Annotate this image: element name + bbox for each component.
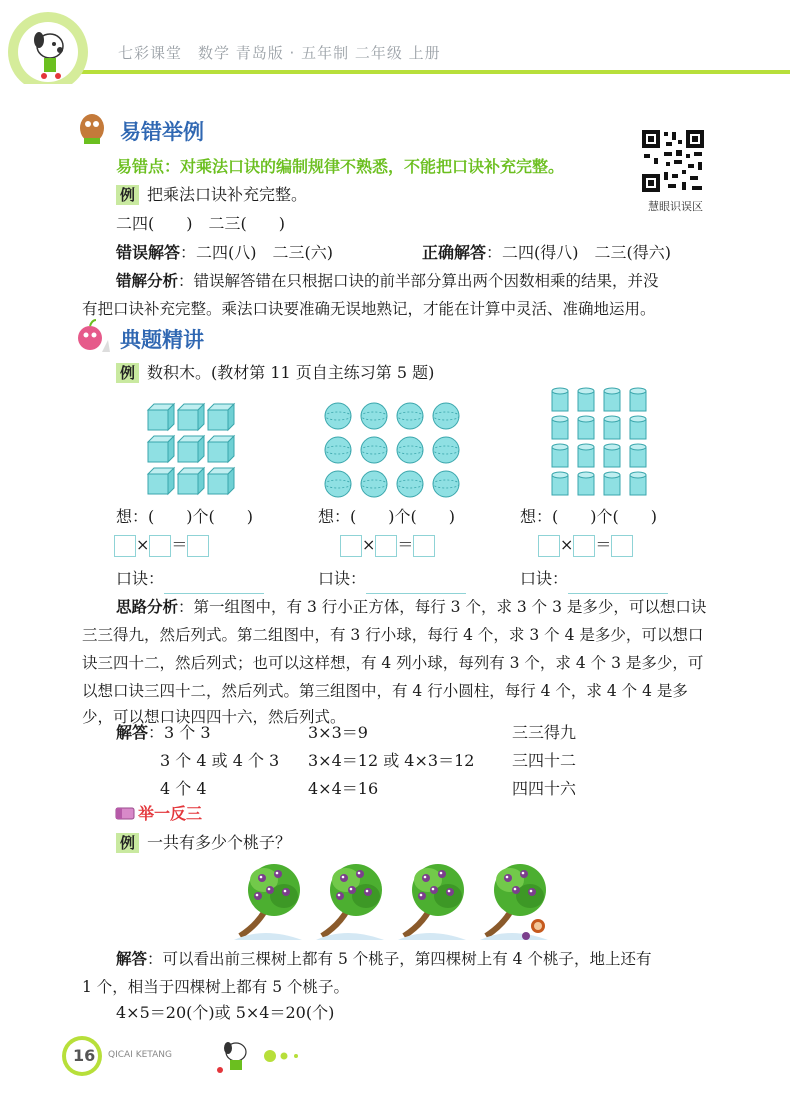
answer-row-2-c: 三四十二 <box>512 751 577 770</box>
section-title-extend: 举一反三 <box>138 804 203 823</box>
wrong-answer <box>116 238 333 268</box>
equals-sign: ＝ <box>171 535 188 554</box>
header-title: 七彩课堂 数学 青岛版 · 五年制 二年级 上册 <box>118 44 441 62</box>
times-sign: × <box>362 535 376 554</box>
answer-box[interactable] <box>611 535 633 557</box>
example-text: 把乘法口诀补充完整。 <box>147 185 308 204</box>
koujue-2 <box>318 564 466 594</box>
think-line-3: 想：( )个( ) <box>520 507 657 526</box>
think-line-1: 想：( )个( ) <box>116 507 253 526</box>
footer-brand: QICAI KETANG <box>108 1050 172 1060</box>
thought-analysis-line-5: 少，可以想口诀四四十六，然后列式。 <box>82 708 346 726</box>
qr-code-icon <box>640 128 706 194</box>
correct-text: ：二四(得八) 二三(得六) <box>486 243 671 262</box>
example-1 <box>116 180 307 210</box>
thought-analysis-line-4: 以想口诀三四十二，然后列式。第三组图中，有 4 行小圆柱，每行 4 个，求 4 个 4 是多 <box>82 682 688 700</box>
analysis-text-1: ：错误解答错在只根据口诀的前半部分算出两个因数相乘的结果，并没 <box>178 272 659 290</box>
times-sign: × <box>560 535 574 554</box>
answer-box[interactable] <box>187 535 209 557</box>
balls-figure <box>322 400 468 500</box>
answer-row-3-a: 4 个 4 <box>160 779 207 798</box>
think-line-2: 想：( )个( ) <box>318 507 455 526</box>
easy-wrong-point <box>116 152 564 182</box>
koujue-3 <box>520 564 668 594</box>
answer-row-1-b: 3×3＝9 <box>308 723 368 742</box>
peach-trees-figure <box>232 856 562 940</box>
example-tag: 例 <box>116 363 139 383</box>
answer-box[interactable] <box>375 535 397 557</box>
footer-decoration <box>60 1034 320 1078</box>
koujue-1 <box>116 564 264 594</box>
answer-box[interactable] <box>538 535 560 557</box>
koujue-blank[interactable] <box>568 573 668 594</box>
koujue-blank[interactable] <box>366 573 466 594</box>
easy-wrong-label: 易错点 <box>116 157 165 176</box>
answer-row-2-b: 3×4＝12 或 4×3＝12 <box>308 751 475 770</box>
thought-analysis-label: 思路分析 <box>116 598 179 616</box>
blanks-line: 二四( ) 二三( ) <box>116 214 285 233</box>
correct-answer <box>422 238 671 268</box>
equation-boxes-1 <box>114 530 209 560</box>
thought-analysis-line-2: 三三得九，然后列式。第二组图中，有 3 行小球，每行 4 个，求 3 个 4 是多少，可以想口 <box>82 626 704 644</box>
answer-row-1-c: 三三得九 <box>512 723 577 742</box>
times-sign: × <box>136 535 150 554</box>
example-tag: 例 <box>116 185 139 205</box>
example-tag: 例 <box>116 833 139 853</box>
wrong-label: 错误解答 <box>116 243 181 262</box>
answer-3-formula: 4×5＝20(个)或 5×4＝20(个) <box>116 1003 335 1022</box>
answer-cell: ：3 个 3 <box>148 723 211 742</box>
analysis-line-2: 有把口诀补充完整。乘法口诀要准确无误地熟记，才能在计算中灵活、准确地运用。 <box>82 300 656 318</box>
answer-row-3-b: 4×4＝16 <box>308 779 379 798</box>
answer-row-3-c: 四四十六 <box>512 779 577 798</box>
mascot-apple-icon <box>74 318 110 354</box>
analysis-line-1 <box>116 266 659 296</box>
cylinders-figure <box>548 386 656 498</box>
pencil-eraser-icon <box>114 804 136 822</box>
thought-analysis-text: ：第一组图中，有 3 行小正方体，每行 3 个，求 3 个 3 是多少，可以想口诀 <box>178 598 707 616</box>
answer-3-line-2: 1 个，相当于四棵树上都有 5 个桃子。 <box>82 978 350 996</box>
answer-box[interactable] <box>114 535 136 557</box>
example-2 <box>116 358 434 388</box>
koujue-label: 口诀： <box>318 569 367 588</box>
easy-wrong-text: ：对乘法口诀的编制规律不熟悉，不能把口诀补充完整。 <box>164 157 565 176</box>
example-text: 数积木。(教材第 11 页自主练习第 5 题) <box>147 363 435 382</box>
answer-box[interactable] <box>413 535 435 557</box>
koujue-label: 口诀： <box>520 569 569 588</box>
equation-boxes-2 <box>340 530 435 560</box>
answer-row-2-a: 3 个 4 或 4 个 3 <box>160 751 280 770</box>
equals-sign: ＝ <box>595 535 612 554</box>
answer-box[interactable] <box>149 535 171 557</box>
answer-label: 解答 <box>116 723 149 742</box>
correct-label: 正确解答 <box>422 243 487 262</box>
thought-analysis-line-3: 诀三四十二，然后列式；也可以这样想，有 4 列小球，每列有 3 个，求 4 个 3 是多少，可 <box>82 654 704 672</box>
answer-row-1-a <box>116 718 211 748</box>
analysis-label: 错解分析 <box>116 272 179 290</box>
wrong-text: ：二四(八) 二三(六) <box>180 243 333 262</box>
example-text: 一共有多少个桃子？ <box>147 833 292 852</box>
answer-box[interactable] <box>573 535 595 557</box>
example-3 <box>116 828 291 858</box>
section-title-easy-mistakes: 易错举例 <box>120 120 204 144</box>
thought-analysis-line-1 <box>116 592 706 622</box>
page-number: 16 <box>73 1046 96 1065</box>
qr-caption: 慧眼识误区 <box>648 200 703 213</box>
answer-text: ：可以看出前三棵树上都有 5 个桃子，第四棵树上有 4 个桃子，地上还有 <box>147 950 652 968</box>
answer-box[interactable] <box>340 535 362 557</box>
cubes-figure <box>146 402 242 498</box>
answer-label: 解答 <box>116 950 148 968</box>
answer-3-line-1 <box>116 944 651 974</box>
mascot-icon <box>74 110 110 146</box>
equation-boxes-3 <box>538 530 633 560</box>
equals-sign: ＝ <box>397 535 414 554</box>
koujue-label: 口诀： <box>116 569 165 588</box>
koujue-blank[interactable] <box>164 573 264 594</box>
section-title-classic-examples: 典题精讲 <box>120 328 204 352</box>
